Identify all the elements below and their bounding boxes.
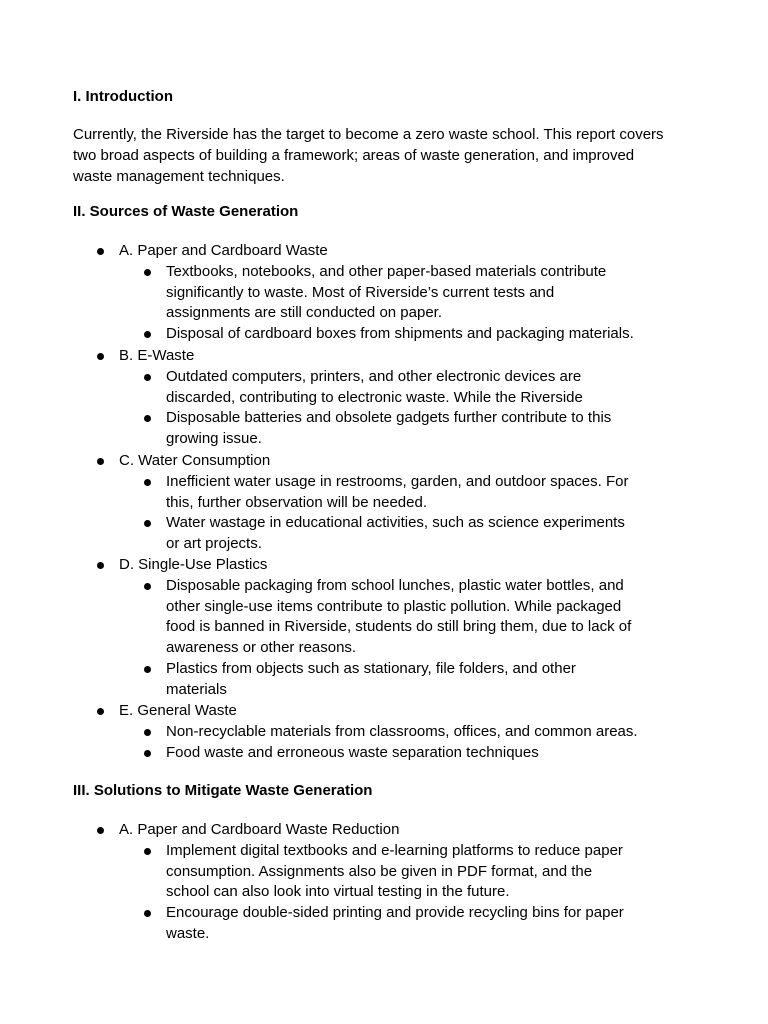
sub-list-item — [166, 324, 726, 345]
bullet-icon — [144, 269, 151, 276]
sub-list-item — [166, 841, 726, 903]
list-item-label: C. Water Consumption — [119, 452, 271, 469]
list-item-label: E. General Waste — [119, 702, 237, 719]
paragraph-line: two broad aspects of building a framework; areas of waste generation, and improved — [73, 146, 635, 164]
sub-item-line: Disposable batteries and obsolete gadgets further contribute to this — [166, 409, 612, 427]
bullet-icon — [144, 729, 151, 736]
sub-list-item — [166, 513, 726, 555]
section-heading: II. Sources of Waste Generation — [73, 203, 299, 220]
sub-item-line: Encourage double-sided printing and provide recycling bins for paper — [166, 904, 624, 922]
sub-item-line: Inefficient water usage in restrooms, garden, and outdoor spaces. For — [166, 472, 629, 490]
sub-list-item — [166, 743, 726, 764]
bullet-icon — [97, 353, 104, 360]
bullet-icon — [144, 910, 151, 917]
sub-item-line: assignments are still conducted on paper. — [166, 304, 442, 322]
bullet-icon — [144, 415, 151, 422]
sub-item-line: materials — [166, 680, 227, 698]
section-heading: III. Solutions to Mitigate Waste Generation — [73, 782, 373, 799]
intro-paragraph — [73, 125, 713, 187]
paragraph-line: Currently, the Riverside has the target to become a zero waste school. This report covers — [73, 126, 664, 143]
paragraph-line: waste management techniques. — [73, 167, 285, 185]
sub-list-item — [166, 659, 726, 701]
bullet-icon — [97, 708, 104, 715]
sub-item-line: significantly to waste. Most of Riverside’s current tests and — [166, 283, 555, 301]
sub-item-line: waste. — [166, 924, 210, 942]
list-item-label: B. E-Waste — [119, 347, 195, 364]
sub-list-item — [166, 262, 726, 324]
sub-item-line: Disposable packaging from school lunches, plastic water bottles, and — [166, 576, 624, 594]
list-item-label: D. Single-Use Plastics — [119, 556, 268, 573]
sub-item-line: consumption. Assignments also be given in PDF format, and the — [166, 862, 593, 880]
list-item-label: A. Paper and Cardboard Waste Reduction — [119, 821, 400, 838]
bullet-icon — [144, 848, 151, 855]
sub-item-line: Food waste and erroneous waste separation techniques — [166, 743, 539, 761]
sub-item-line: this, further observation will be needed. — [166, 493, 427, 511]
bullet-icon — [144, 331, 151, 338]
bullet-icon — [144, 750, 151, 757]
sub-item-line: food is banned in Riverside, students do still bring them, due to lack of — [166, 618, 632, 636]
sub-item-line: Textbooks, notebooks, and other paper-based materials contribute — [166, 262, 607, 280]
section-heading: I. Introduction — [73, 88, 173, 105]
sub-item-line: Disposal of cardboard boxes from shipments and packaging materials. — [166, 325, 634, 343]
bullet-icon — [144, 583, 151, 590]
sub-list-item — [166, 722, 726, 743]
sub-list-item — [166, 367, 726, 409]
sub-item-line: awareness or other reasons. — [166, 639, 357, 657]
sub-item-line: school can also look into virtual testing in the future. — [166, 883, 510, 901]
sub-item-line: growing issue. — [166, 430, 262, 448]
bullet-icon — [144, 520, 151, 527]
bullet-icon — [97, 248, 104, 255]
sub-item-line: discarded, contributing to electronic waste. While the Riverside — [166, 388, 583, 406]
sub-item-line: Non-recyclable materials from classrooms, offices, and common areas. — [166, 722, 638, 740]
bullet-icon — [97, 562, 104, 569]
sub-item-line: Outdated computers, printers, and other electronic devices are — [166, 367, 582, 385]
bullet-icon — [144, 666, 151, 673]
bullet-icon — [97, 827, 104, 834]
sub-item-line: Implement digital textbooks and e-learning platforms to reduce paper — [166, 841, 623, 859]
bullet-icon — [144, 479, 151, 486]
sub-list-item — [166, 576, 726, 659]
sub-item-line: or art projects. — [166, 535, 262, 553]
sub-item-line: Plastics from objects such as stationary, file folders, and other — [166, 660, 576, 677]
sub-item-line: other single-use items contribute to plastic pollution. While packaged — [166, 597, 622, 615]
bullet-icon — [97, 458, 104, 465]
list-item-label: A. Paper and Cardboard Waste — [119, 242, 328, 259]
sub-list-item — [166, 408, 726, 450]
sub-list-item — [166, 472, 726, 514]
bullet-icon — [144, 374, 151, 381]
sub-list-item — [166, 903, 726, 945]
sub-item-line: Water wastage in educational activities, such as science experiments — [166, 514, 625, 532]
